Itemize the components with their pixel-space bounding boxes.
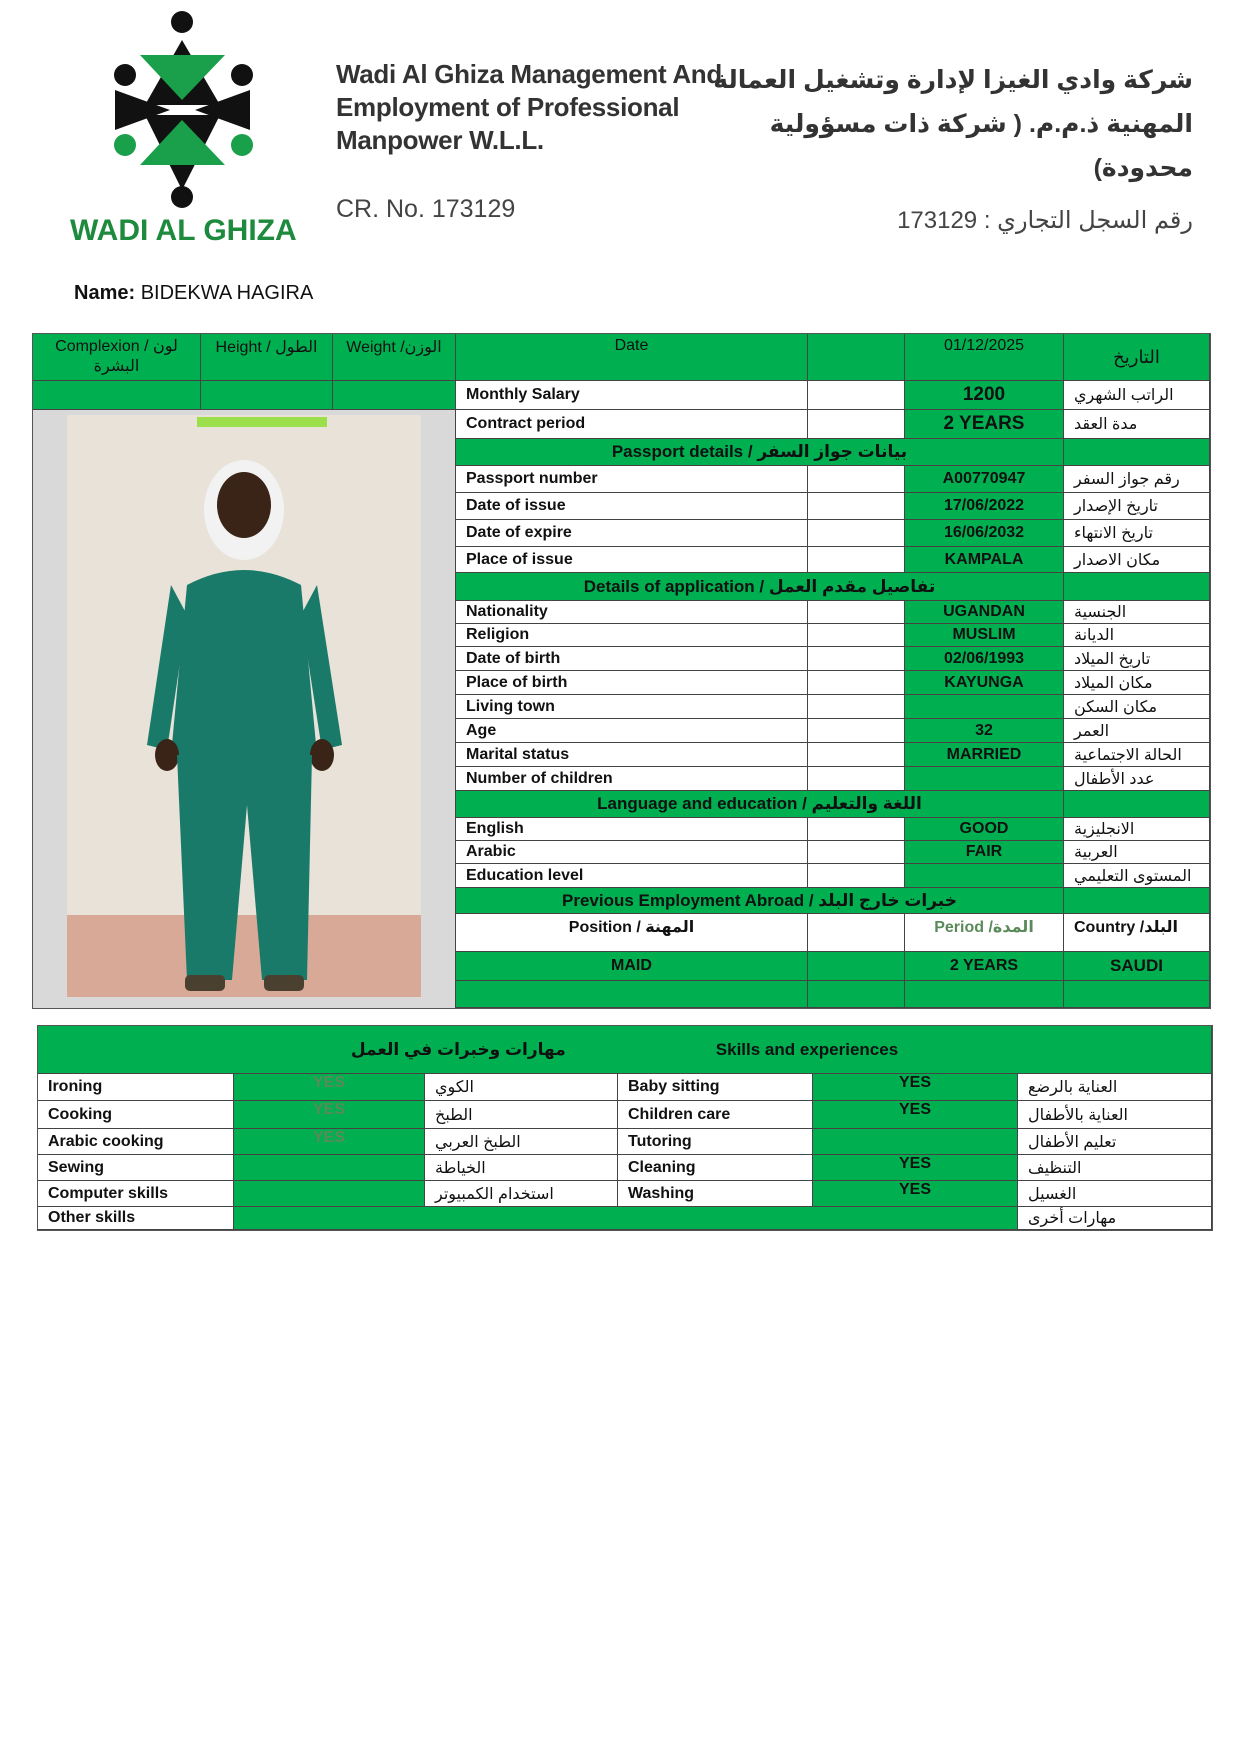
skill-value: YES	[813, 1074, 1018, 1101]
passport_number-label: Passport number	[456, 466, 808, 493]
weight-header: Weight /الوزن	[333, 334, 456, 381]
blank-cell	[456, 981, 808, 1008]
skill-label-ar: الطبخ العربي	[425, 1129, 618, 1155]
skill-label-ar: الغسيل	[1018, 1181, 1212, 1207]
children-value	[905, 767, 1064, 791]
company-name-en	[336, 58, 722, 157]
arabic-value: FAIR	[905, 841, 1064, 864]
blank-cell	[1064, 981, 1210, 1008]
language-section-header: Language and education / اللغة والتعليم	[456, 791, 1064, 818]
skill-label: Other skills	[38, 1207, 234, 1230]
weight-value	[333, 381, 456, 410]
skill-value: YES	[813, 1101, 1018, 1129]
skill-value	[234, 1207, 1018, 1230]
cr-number-en: CR. No. 173129	[336, 195, 516, 223]
date-value: 01/12/2025	[905, 334, 1064, 381]
blank-cell	[808, 520, 905, 547]
education-label-ar: المستوى التعليمي	[1064, 864, 1210, 888]
skill-label-ar: مهارات أخرى	[1018, 1207, 1212, 1230]
complexion-value	[33, 381, 201, 410]
blank-cell	[808, 981, 905, 1008]
employment-position: MAID	[456, 952, 808, 981]
skill-label: Washing	[618, 1181, 813, 1207]
skill-label-ar: استخدام الكمبيوتر	[425, 1181, 618, 1207]
issue_date-label: Date of issue	[456, 493, 808, 520]
company-logo	[70, 10, 335, 250]
living-value	[905, 695, 1064, 719]
height-header: Height / الطول	[201, 334, 333, 381]
skill-value: YES	[234, 1101, 425, 1129]
children-label: Number of children	[456, 767, 808, 791]
employment-period: 2 YEARS	[905, 952, 1064, 981]
skill-label: Cooking	[38, 1101, 234, 1129]
education-label: Education level	[456, 864, 808, 888]
cv-table	[32, 333, 1211, 1009]
passport_number-label-ar: رقم جواز السفر	[1064, 466, 1210, 493]
period-label: Period /المدة	[905, 914, 1064, 952]
blank-cell	[808, 334, 905, 381]
blank-cell	[808, 743, 905, 767]
blank-cell	[808, 647, 905, 671]
logo-text: WADI AL GHIZA	[70, 214, 297, 247]
religion-label: Religion	[456, 624, 808, 647]
skill-label: Computer skills	[38, 1181, 234, 1207]
pob-label: Place of birth	[456, 671, 808, 695]
company-name-line: Wadi Al Ghiza Management And	[336, 59, 722, 89]
passport-section-header: Passport details / بيانات جواز السفر	[456, 439, 1064, 466]
blank-cell	[808, 841, 905, 864]
arabic-label-ar: العربية	[1064, 841, 1210, 864]
blank-cell	[808, 695, 905, 719]
expire_date-value: 16/06/2032	[905, 520, 1064, 547]
blank-cell	[808, 818, 905, 841]
issue_place-value: KAMPALA	[905, 547, 1064, 573]
blank-cell	[1064, 439, 1210, 466]
skill-label-ar: التنظيف	[1018, 1155, 1212, 1181]
marital-label-ar: الحالة الاجتماعية	[1064, 743, 1210, 767]
skill-label-ar: العناية بالأطفال	[1018, 1101, 1212, 1129]
skill-value: YES	[813, 1181, 1018, 1207]
blank-cell	[808, 410, 905, 439]
age-label-ar: العمر	[1064, 719, 1210, 743]
blank-cell	[808, 671, 905, 695]
date-label: Date	[456, 334, 808, 381]
blank-cell	[808, 952, 905, 981]
skills-header	[38, 1026, 1212, 1074]
employment-country: SAUDI	[1064, 952, 1210, 981]
blank-cell	[808, 719, 905, 743]
application-section-header: Details of application / تفاصيل مقدم العمل	[456, 573, 1064, 601]
skill-value	[234, 1155, 425, 1181]
blank-cell	[905, 981, 1064, 1008]
nationality-value: UGANDAN	[905, 601, 1064, 624]
expire_date-label-ar: تاريخ الانتهاء	[1064, 520, 1210, 547]
education-value	[905, 864, 1064, 888]
skill-value	[234, 1181, 425, 1207]
marital-value: MARRIED	[905, 743, 1064, 767]
company-name-ar	[713, 58, 1193, 190]
salary-label: Monthly Salary	[456, 381, 808, 410]
issue_date-label-ar: تاريخ الإصدار	[1064, 493, 1210, 520]
skill-value: YES	[234, 1074, 425, 1101]
skills-title-en: Skills and experiences	[715, 1039, 899, 1059]
cr-number-ar: رقم السجل التجاري : 173129	[897, 207, 1193, 234]
position-label: Position / المهنة	[456, 914, 808, 952]
children-label-ar: عدد الأطفال	[1064, 767, 1210, 791]
skill-label-ar: الخياطة	[425, 1155, 618, 1181]
skill-label-ar: الكوي	[425, 1074, 618, 1101]
pob-label-ar: مكان الميلاد	[1064, 671, 1210, 695]
country-label: Country /البلد	[1064, 914, 1210, 952]
name-label: Name:	[74, 282, 136, 304]
dob-value: 02/06/1993	[905, 647, 1064, 671]
skill-label: Sewing	[38, 1155, 234, 1181]
blank-cell	[808, 493, 905, 520]
skill-label: Baby sitting	[618, 1074, 813, 1101]
blank-cell	[808, 547, 905, 573]
blank-cell	[808, 624, 905, 647]
company-name-line: Manpower W.L.L.	[336, 125, 544, 155]
religion-value: MUSLIM	[905, 624, 1064, 647]
name-value: BIDEKWA HAGIRA	[140, 282, 314, 304]
salary-value: 1200	[905, 381, 1064, 410]
nationality-label: Nationality	[456, 601, 808, 624]
issue_place-label: Place of issue	[456, 547, 808, 573]
skill-value: YES	[234, 1129, 425, 1155]
blank-cell	[808, 601, 905, 624]
age-value: 32	[905, 719, 1064, 743]
skill-label: Cleaning	[618, 1155, 813, 1181]
date-label-ar: التاريخ	[1064, 334, 1210, 381]
company-name-line: Employment of Professional	[336, 92, 680, 122]
blank-cell	[1064, 573, 1210, 601]
marital-label: Marital status	[456, 743, 808, 767]
contract-label: Contract period	[456, 410, 808, 439]
blank-cell	[1064, 888, 1210, 914]
salary-label-ar: الراتب الشهري	[1064, 381, 1210, 410]
blank-cell	[808, 466, 905, 493]
religion-label-ar: الديانة	[1064, 624, 1210, 647]
arabic-label: Arabic	[456, 841, 808, 864]
complexion-header: Complexion / لون البشرة	[33, 334, 201, 381]
skill-label-ar: العناية بالرضع	[1018, 1074, 1212, 1101]
candidate-name	[74, 282, 313, 305]
nationality-label-ar: الجنسية	[1064, 601, 1210, 624]
candidate-photo	[33, 410, 456, 1008]
issue_place-label-ar: مكان الاصدار	[1064, 547, 1210, 573]
passport_number-value: A00770947	[905, 466, 1064, 493]
blank-cell	[808, 914, 905, 952]
company-name-ar-line: محدودة)	[1093, 154, 1193, 182]
skill-label-ar: الطبخ	[425, 1101, 618, 1129]
blank-cell	[1064, 791, 1210, 818]
company-name-ar-line: شركة وادي الغيزا لإدارة وتشغيل العمالة	[713, 66, 1193, 94]
pob-value: KAYUNGA	[905, 671, 1064, 695]
english-value: GOOD	[905, 818, 1064, 841]
skill-label: Ironing	[38, 1074, 234, 1101]
skill-label-ar: تعليم الأطفال	[1018, 1129, 1212, 1155]
blank-cell	[808, 381, 905, 410]
blank-cell	[808, 767, 905, 791]
english-label: English	[456, 818, 808, 841]
living-label: Living town	[456, 695, 808, 719]
skills-title-ar: مهارات وخبرات في العمل	[350, 1039, 566, 1059]
blank-cell	[808, 864, 905, 888]
skill-label: Children care	[618, 1101, 813, 1129]
contract-value: 2 YEARS	[905, 410, 1064, 439]
dob-label-ar: تاريخ الميلاد	[1064, 647, 1210, 671]
issue_date-value: 17/06/2022	[905, 493, 1064, 520]
employment-section-header: Previous Employment Abroad / خبرات خارج البلد	[456, 888, 1064, 914]
skill-value	[813, 1129, 1018, 1155]
contract-label-ar: مدة العقد	[1064, 410, 1210, 439]
skill-label: Tutoring	[618, 1129, 813, 1155]
living-label-ar: مكان السكن	[1064, 695, 1210, 719]
height-value	[201, 381, 333, 410]
skill-value: YES	[813, 1155, 1018, 1181]
dob-label: Date of birth	[456, 647, 808, 671]
skills-table	[37, 1025, 1213, 1231]
expire_date-label: Date of expire	[456, 520, 808, 547]
skill-label: Arabic cooking	[38, 1129, 234, 1155]
age-label: Age	[456, 719, 808, 743]
english-label-ar: الانجليزية	[1064, 818, 1210, 841]
company-name-ar-line: المهنية ذ.م.م. ( شركة ذات مسؤولية	[769, 110, 1193, 138]
